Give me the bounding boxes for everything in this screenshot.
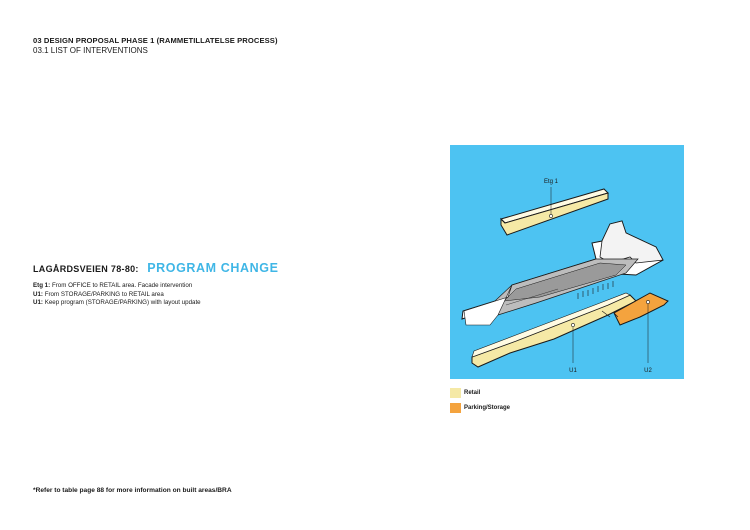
axonometric-drawing	[450, 145, 684, 379]
footnote: *Refer to table page 88 for more information on built areas/BRA	[33, 487, 232, 494]
legend-item-parking	[450, 403, 510, 413]
legend-label: Parking/Storage	[464, 405, 511, 411]
intervention-item	[33, 282, 201, 291]
intervention-item	[33, 299, 201, 308]
intervention-list	[33, 282, 201, 308]
intervention-label: U1:	[33, 299, 43, 307]
intervention-heading	[33, 259, 279, 277]
intervention-text: Keep program (STORAGE/PARKING) with layout update	[44, 299, 201, 307]
subsection-title: 03.1 LIST OF INTERVENTIONS	[33, 46, 148, 55]
section-title: 03 DESIGN PROPOSAL PHASE 1 (RAMMETILLATELSE PROCESS)	[33, 36, 278, 45]
location-title: LAGÅRDSVEIEN 78-80:	[33, 264, 139, 274]
program-change-title: PROGRAM CHANGE	[147, 261, 279, 275]
parking-swatch	[450, 403, 461, 413]
retail-swatch	[450, 388, 461, 398]
legend-label: Retail	[464, 390, 481, 396]
building-tower	[600, 221, 663, 263]
legend-item-retail	[450, 388, 480, 398]
intervention-label: U1:	[33, 290, 43, 298]
intervention-text: From OFFICE to RETAIL area. Facade intervention	[51, 282, 193, 289]
axonometric-diagram	[450, 145, 684, 379]
u2-label: U2	[644, 368, 652, 374]
etg1-label: Etg 1	[543, 179, 559, 185]
u1-label: U1	[569, 368, 577, 374]
intervention-label: Etg 1:	[33, 282, 51, 289]
intervention-item	[33, 291, 201, 300]
intervention-text: From STORAGE/PARKING to RETAIL area	[44, 290, 164, 298]
